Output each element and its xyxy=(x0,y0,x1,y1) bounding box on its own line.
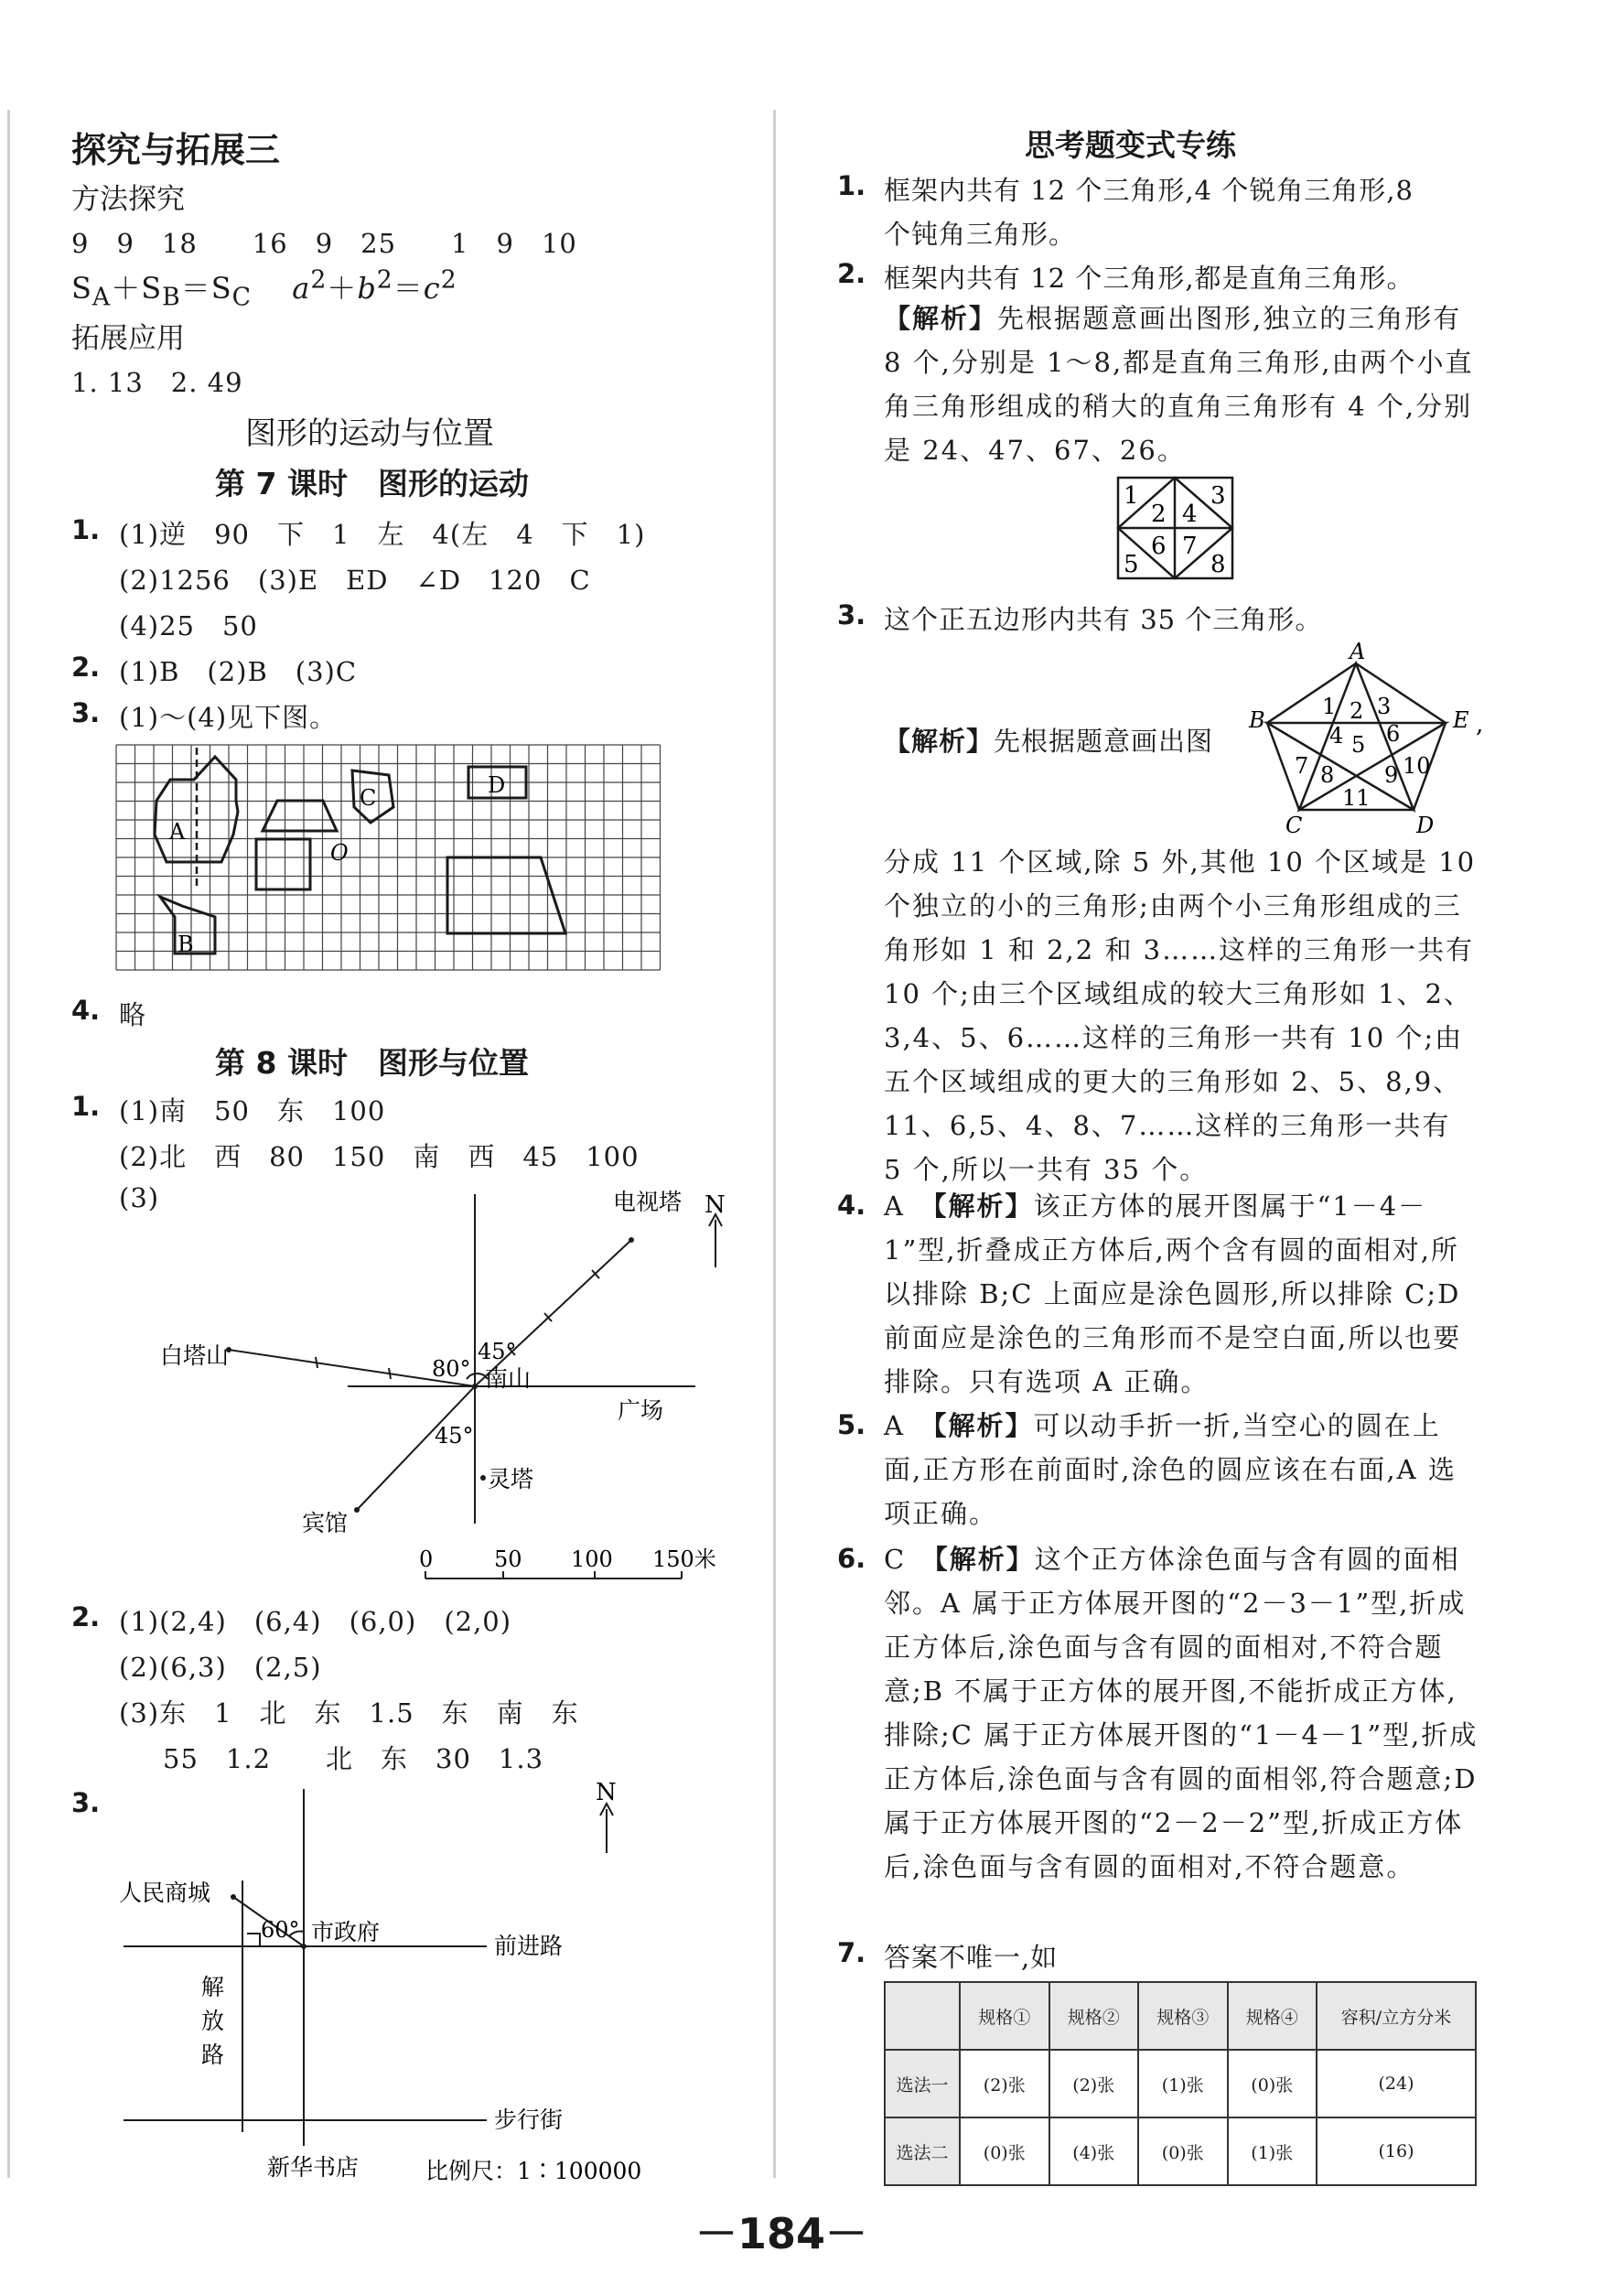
region-8: 8 xyxy=(1210,551,1226,578)
table-cell: (0)张 xyxy=(960,2117,1049,2185)
pent-7: 7 xyxy=(1295,753,1309,779)
q3-explanation: 分成 11 个区域,除 5 外,其他 10 个区域是 10 个独立的小的三角形;由两个小三角形组成的三角形如 1 和 2,2 和 3……这样的三角形一共有 10 个;由三个区域组成的较大三角形如 1、2、3,4、5、6……这样的三角形一共有 10 个;由五个区域组成的更大的三角形如 2、5、8,9、11、6,5、4、8、7……这样的三角形一共有 5 个,所以一共有 35 个。 xyxy=(884,846,1477,1185)
q4-answer: A xyxy=(884,1191,905,1222)
pent-9: 9 xyxy=(1384,762,1399,788)
label-tv-tower: 电视塔 xyxy=(613,1189,683,1215)
label-square: 广场 xyxy=(618,1397,664,1424)
expand-label: 拓展应用 xyxy=(71,322,185,355)
q-number: 3. xyxy=(71,697,101,728)
table-cell: (2)张 xyxy=(1049,2050,1139,2117)
north-label: N xyxy=(704,1191,726,1219)
q-number: 5. xyxy=(837,1409,866,1440)
l8-answer-2c: (3)东 1 北 东 1.5 东 南 东 xyxy=(119,1697,579,1729)
table-header: 规格② xyxy=(1049,1982,1139,2050)
analysis-tag: 【解析】 xyxy=(884,303,998,334)
table-cell: (0)张 xyxy=(1138,2117,1228,2185)
label-bookstore: 新华书店 xyxy=(267,2154,360,2181)
label-road-jie: 解 xyxy=(201,1974,225,2000)
label-road-qianjin: 前进路 xyxy=(494,1933,564,1959)
grid-label-a: A xyxy=(169,819,186,845)
grid-label-d: D xyxy=(488,772,506,798)
angle-60: 60° xyxy=(261,1917,300,1943)
l7-answer-1a: (1)逆 90 下 1 左 4(左 4 下 1) xyxy=(119,519,646,550)
angle-80: 80° xyxy=(432,1356,471,1382)
map-scale: 比例尺：1∶100000 xyxy=(425,2158,642,2184)
table-header: 规格③ xyxy=(1138,1982,1228,2050)
region-5: 5 xyxy=(1124,551,1139,578)
l8-answer-2a: (1)(2,4) (6,4) (6,0) (2,0) xyxy=(119,1606,512,1637)
vertex-b: B xyxy=(1249,707,1265,733)
q5-answer: A xyxy=(884,1410,905,1441)
scale-100: 100 xyxy=(571,1546,613,1572)
q5-explanation xyxy=(884,1404,1479,1535)
q6-explanation xyxy=(884,1537,1479,1889)
table-header: 容积/立方分米 xyxy=(1317,1982,1476,2050)
vertex-a: A xyxy=(1350,639,1366,664)
l7-answer-3: (1)～(4)见下图。 xyxy=(119,702,338,733)
analysis-tag: 【解析】 xyxy=(934,1544,1035,1575)
region-1: 1 xyxy=(1124,482,1139,510)
label-mall: 人民商城 xyxy=(119,1880,211,1906)
vertex-d: D xyxy=(1416,813,1435,838)
label-hotel: 宾馆 xyxy=(302,1510,349,1536)
label-nanshan: 南山 xyxy=(485,1365,532,1392)
vertex-e: E xyxy=(1453,707,1469,733)
table-header: 规格① xyxy=(960,1982,1049,2050)
pentagon-figure xyxy=(1249,641,1482,837)
pent-10: 10 xyxy=(1403,753,1431,779)
unit-title: 图形的运动与位置 xyxy=(245,415,494,452)
label-road-buxing: 步行街 xyxy=(494,2106,564,2133)
q-number: 2. xyxy=(837,258,866,289)
table-cell: (4)张 xyxy=(1049,2117,1139,2185)
l8-answer-2b: (2)(6,3) (2,5) xyxy=(119,1652,322,1683)
pent-11: 11 xyxy=(1342,785,1371,811)
q7-intro: 答案不唯一,如 xyxy=(884,1942,1059,1973)
table-cell: (24) xyxy=(1317,2050,1476,2117)
l8-answer-1b: (2)北 西 80 150 南 西 45 100 xyxy=(119,1141,640,1172)
analysis-tag: 【解析】 xyxy=(932,1410,1034,1441)
q4-explanation xyxy=(884,1184,1479,1404)
scale-150: 150米 xyxy=(652,1546,716,1572)
scale-0: 0 xyxy=(419,1546,434,1572)
l7-answer-1c: (4)25 50 xyxy=(119,610,258,641)
spec-table xyxy=(884,1981,1477,2186)
expand-answers: 1. 13 2. 49 xyxy=(71,367,243,398)
q1-line1: 框架内共有 12 个三角形,4 个锐角三角形,8 xyxy=(884,175,1414,206)
label-lingta: 灵塔 xyxy=(488,1466,534,1492)
region-7: 7 xyxy=(1182,533,1198,560)
analysis-tag: 【解析】 xyxy=(884,726,995,757)
q3-answer: 这个正五边形内共有 35 个三角形。 xyxy=(884,604,1323,635)
pent-6: 6 xyxy=(1386,721,1401,747)
l7-answer-4: 略 xyxy=(119,999,147,1030)
label-gov: 市政府 xyxy=(311,1919,381,1945)
q-number: 1. xyxy=(837,170,866,201)
label-road-lu: 路 xyxy=(201,2042,225,2068)
q-number: 1. xyxy=(71,1091,101,1122)
l8-answer-2d: 55 1.2 北 东 30 1.3 xyxy=(163,1743,544,1774)
grid-figure xyxy=(114,743,668,976)
q5-explanation-text: 可以动手折一折,当空心的圆在上面,正方形在前面时,涂色的圆应该在右面,A 选项正确。 xyxy=(884,1410,1457,1529)
region-6: 6 xyxy=(1151,533,1167,560)
left-margin-line xyxy=(7,110,10,2178)
l8-answer-1a: (1)南 50 东 100 xyxy=(119,1095,386,1126)
grid-label-o: O xyxy=(330,840,349,866)
q2-answer: 框架内共有 12 个三角形,都是直角三角形。 xyxy=(884,263,1414,294)
lesson7-title: 第 7 课时 图形的运动 xyxy=(215,466,529,501)
direction-map-1 xyxy=(137,1176,746,1588)
q-number: 3. xyxy=(71,1787,101,1818)
table-cell: 选法二 xyxy=(885,2117,960,2185)
lesson8-title: 第 8 课时 图形与位置 xyxy=(215,1045,529,1081)
q6-explanation-text: 这个正方体涂色面与含有圆的面相邻。A 属于正方体展开图的“2－3－1”型,折成正方体后,涂色面与含有圆的面相对,不符合题意;B 不属于正方体的展开图,不能折成正方体,排除;C 属于正方体展开图的“1－4－1”型,折成正方体后,涂色面与含有圆的面相邻,符合题意;D 属于正方体展开图的“2－2－2”型,折成正方体后,涂色面与含有圆的面相对,不符合题意。 xyxy=(884,1544,1479,1882)
pent-3: 3 xyxy=(1377,694,1392,719)
q4-explanation-text: 该正方体的展开图属于“1－4－1”型,折叠成正方体后,两个含有圆的面相对,所以排除 B;C 上面应是涂色圆形,所以排除 C;D 前面应是涂色的三角形而不是空白面,所以也要排除。只有选项 A 正确。 xyxy=(884,1191,1462,1397)
q-number: 4. xyxy=(71,995,101,1026)
table-header: 规格④ xyxy=(1228,1982,1317,2050)
section-title: 探究与拓展三 xyxy=(71,130,281,170)
scale-50: 50 xyxy=(494,1546,522,1572)
table-header-row xyxy=(885,1982,1476,2050)
q2-explanation-text: 先根据题意画出图形,独立的三角形有 8 个,分别是 1～8,都是直角三角形,由两个小直角三角形组成的稍大的直角三角形有 4 个,分别是 24、47、67、26。 xyxy=(884,303,1474,466)
analysis-tag: 【解析】 xyxy=(932,1191,1034,1222)
l7-answer-2: (1)B (2)B (3)C xyxy=(119,656,358,687)
q2-explanation xyxy=(884,296,1479,472)
pent-comma: , xyxy=(1476,711,1484,738)
grid-label-b: B xyxy=(177,932,194,957)
table-cell: (1)张 xyxy=(1228,2117,1317,2185)
q3-intro xyxy=(884,721,1213,759)
right-title: 思考题变式专练 xyxy=(1025,127,1236,163)
q-number: 3. xyxy=(837,599,866,630)
q-number: 2. xyxy=(71,1601,101,1632)
region-4: 4 xyxy=(1182,501,1198,528)
label-road-fang: 放 xyxy=(201,2008,225,2034)
angle-45-top: 45° xyxy=(478,1339,517,1364)
table-cell: (0)张 xyxy=(1228,2050,1317,2117)
table-cell: (2)张 xyxy=(960,2050,1049,2117)
table-row xyxy=(885,2117,1476,2185)
table-cell: 选法一 xyxy=(885,2050,960,2117)
l7-answer-1b: (2)1256 (3)E ED ∠D 120 C xyxy=(119,565,591,596)
q6-answer: C xyxy=(884,1544,907,1575)
north-label: N xyxy=(596,1779,617,1806)
region-3: 3 xyxy=(1210,482,1226,510)
table-row xyxy=(885,2050,1476,2117)
pent-1: 1 xyxy=(1322,694,1337,719)
pent-5: 5 xyxy=(1351,732,1366,758)
method-answers: 9 9 18 16 9 25 1 9 10 xyxy=(71,228,577,259)
q-number: 2. xyxy=(71,652,101,683)
region-2: 2 xyxy=(1151,501,1167,528)
square-figure xyxy=(1116,476,1235,581)
pent-2: 2 xyxy=(1350,698,1364,724)
method-formula: $S_A+S_B=S_C$ $a^2+b^2=c^2$ xyxy=(71,265,457,312)
page-number: －184－ xyxy=(695,2209,868,2258)
pent-4: 4 xyxy=(1329,723,1344,749)
q1-line2: 个钝角三角形。 xyxy=(884,219,1077,250)
angle-45-bottom: 45° xyxy=(435,1423,474,1449)
vertex-c: C xyxy=(1285,813,1303,838)
q-number: 4. xyxy=(837,1190,866,1221)
table-header xyxy=(885,1982,960,2050)
column-divider xyxy=(773,110,776,2178)
direction-map-2 xyxy=(110,1780,659,2192)
q-number: 6. xyxy=(837,1543,866,1574)
l8-answer-1c: (3) xyxy=(119,1182,160,1213)
method-label: 方法探究 xyxy=(71,183,185,216)
grid-label-c: C xyxy=(360,785,377,811)
q3-intro-text: 先根据题意画出图 xyxy=(994,726,1214,757)
table-cell: (16) xyxy=(1317,2117,1476,2185)
label-baita: 白塔山 xyxy=(160,1342,230,1369)
q-number: 1. xyxy=(71,514,101,545)
table-cell: (1)张 xyxy=(1138,2050,1228,2117)
q-number: 7. xyxy=(837,1937,866,1968)
pent-8: 8 xyxy=(1320,762,1335,788)
